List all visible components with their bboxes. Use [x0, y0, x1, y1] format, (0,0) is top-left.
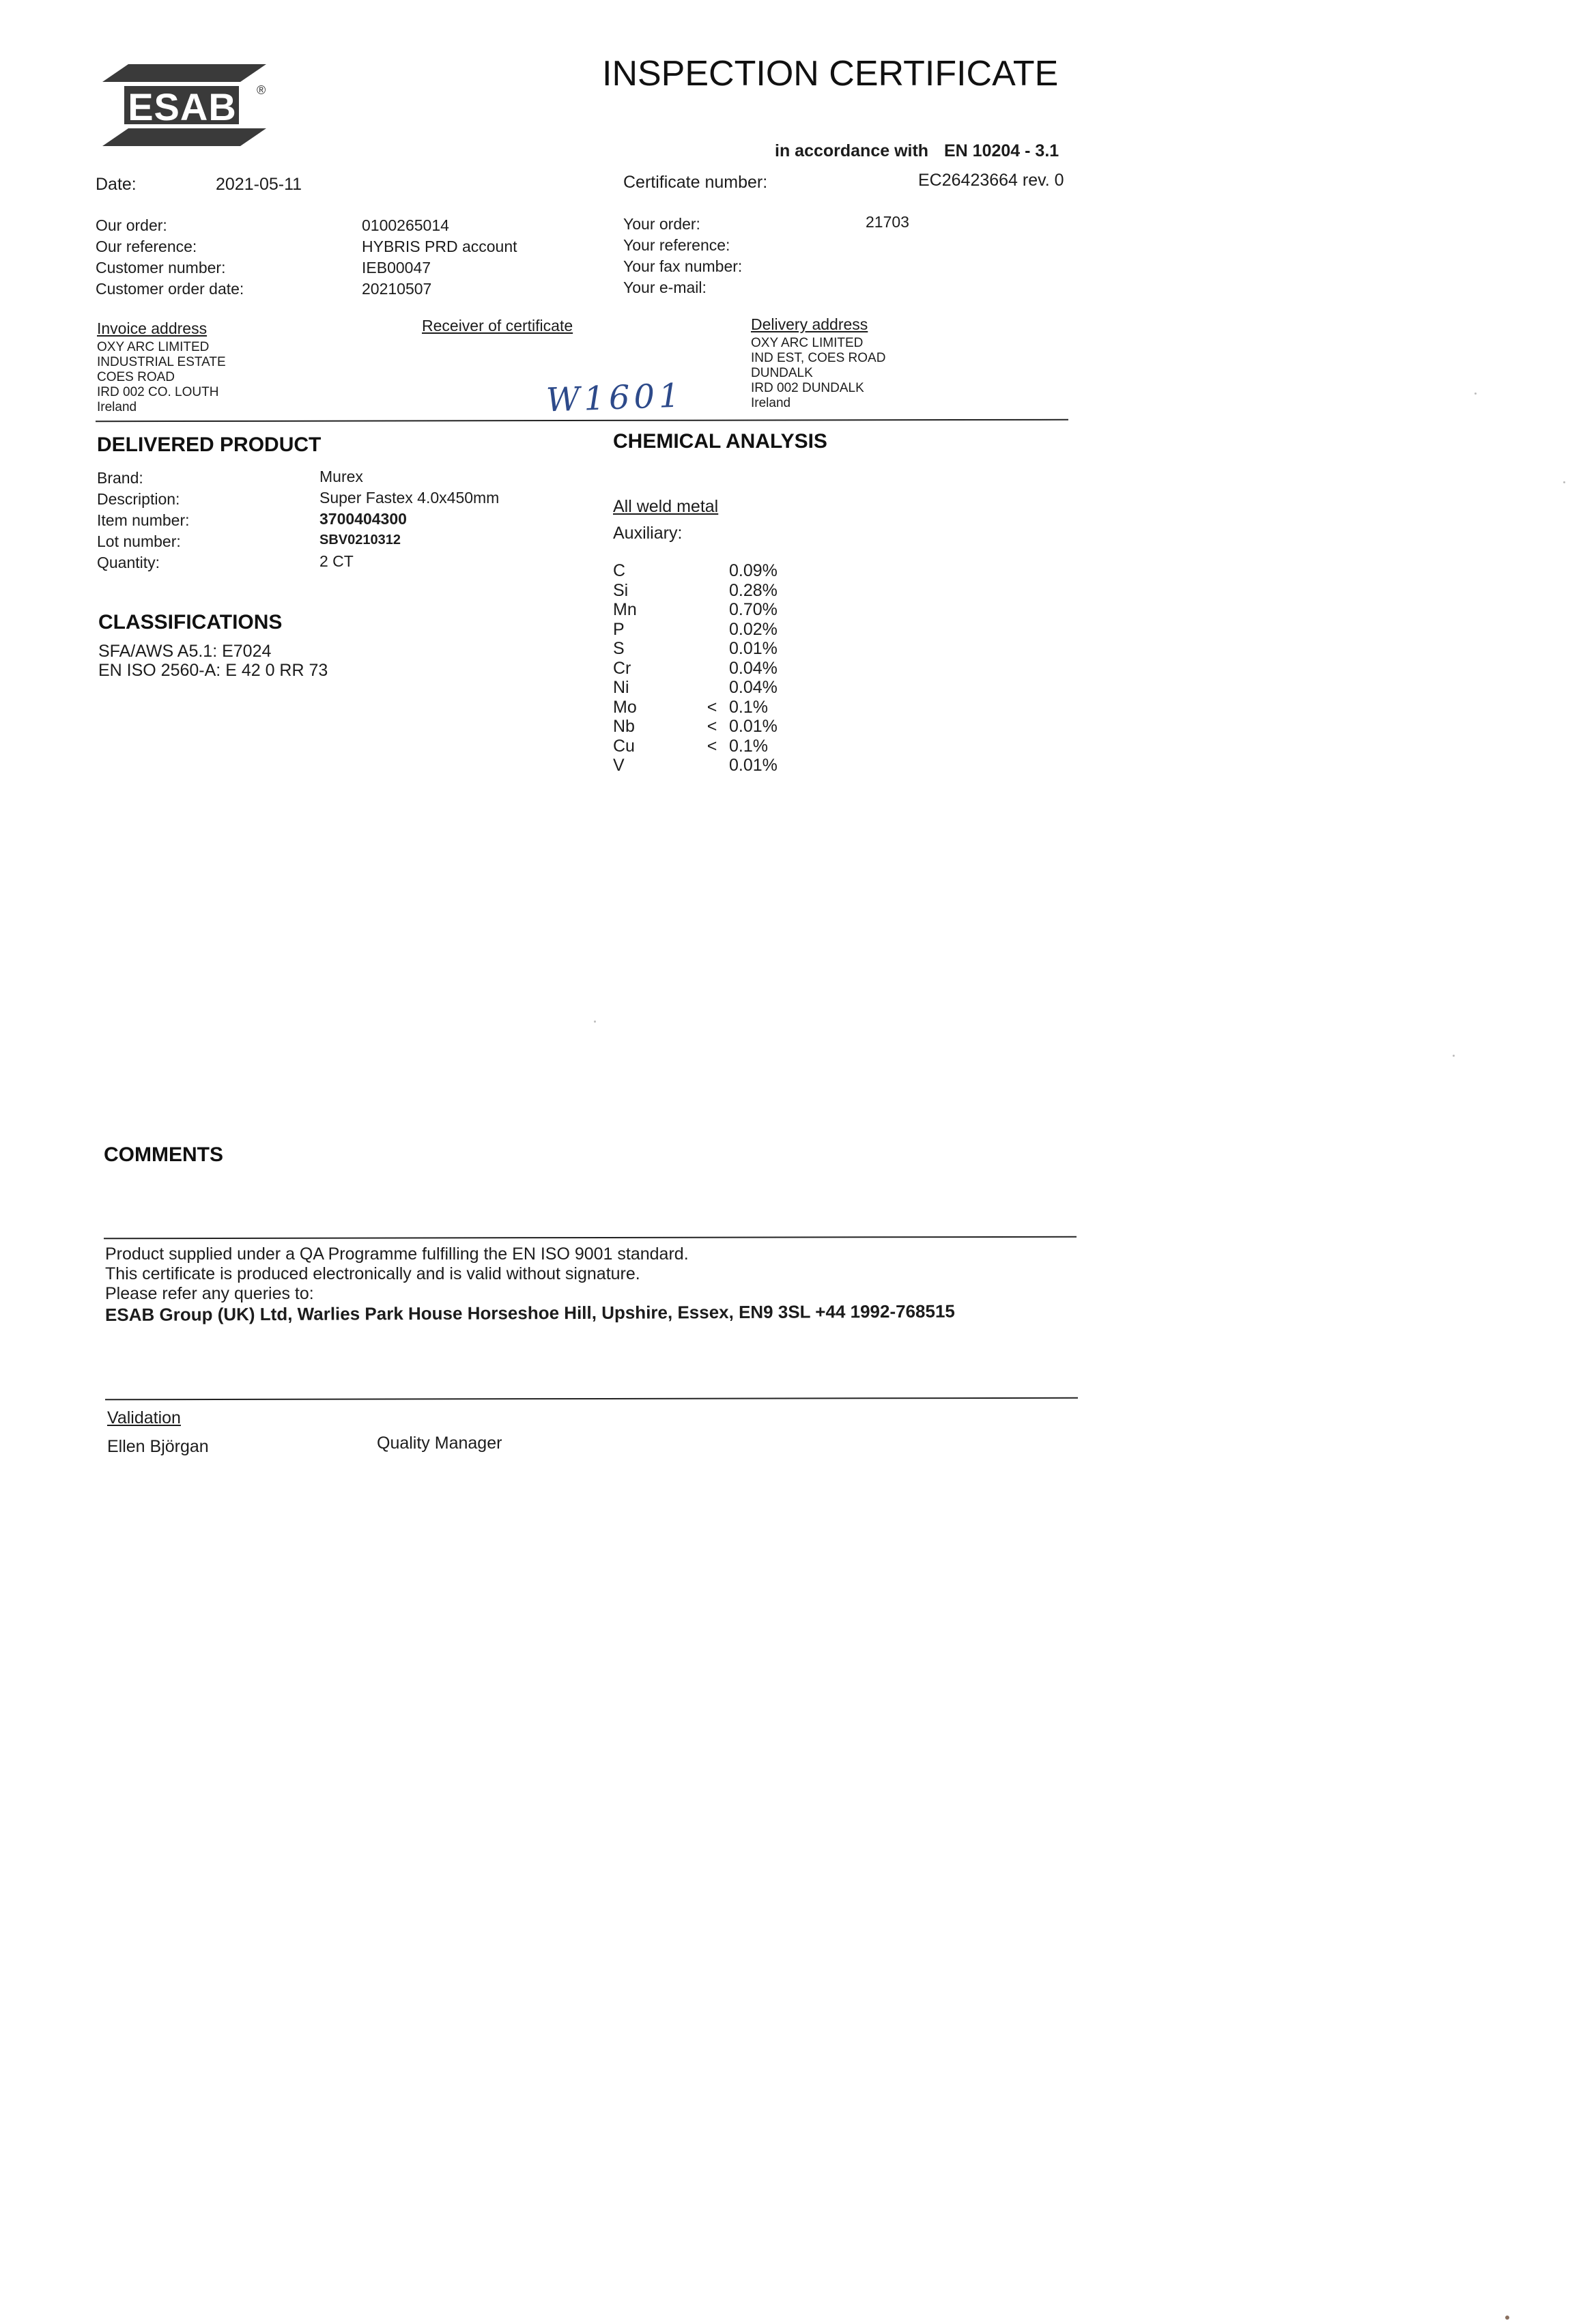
order-value: 20210507 — [362, 280, 432, 298]
product-label: Lot number: — [97, 532, 181, 550]
contact-line: ESAB Group (UK) Ltd, Warlies Park House Horseshoe Hill, Upshire, Essex, EN9 3SL +44 1992-768515 — [104, 1300, 955, 1325]
registered-mark: ® — [257, 83, 266, 97]
order-label: Our reference: — [96, 238, 197, 255]
element-row — [613, 581, 778, 601]
element-value: 0.04% — [729, 678, 778, 697]
product-values — [319, 466, 499, 572]
order-value: IEB00047 — [362, 259, 431, 276]
element-row — [613, 717, 778, 737]
element-symbol: Mn — [613, 600, 637, 619]
delivered-product-heading: DELIVERED PRODUCT — [97, 433, 322, 456]
element-value: 0.09% — [729, 561, 778, 580]
order-label: Customer number: — [96, 259, 226, 276]
address-line: IND EST, COES ROAD — [751, 351, 886, 365]
address-line: Ireland — [97, 400, 137, 414]
element-row — [613, 737, 778, 756]
auxiliary-label: Auxiliary: — [613, 524, 683, 543]
scan-speck — [1505, 2316, 1509, 2320]
our-order-values — [362, 215, 517, 300]
chemical-analysis-heading: CHEMICAL ANALYSIS — [613, 430, 827, 453]
address-line: DUNDALK — [751, 366, 813, 380]
address-line: INDUSTRIAL ESTATE — [97, 355, 226, 369]
element-value: 0.28% — [729, 580, 778, 600]
comment-line: This certificate is produced electronically and is valid without signature. — [105, 1264, 640, 1283]
address-line: IRD 002 DUNDALK — [751, 381, 864, 395]
all-weld-metal-label: All weld metal — [613, 497, 719, 516]
element-row — [613, 561, 778, 581]
validator-role: Quality Manager — [377, 1434, 502, 1453]
order-value: HYBRIS PRD account — [362, 238, 517, 255]
product-labels — [97, 468, 190, 573]
scan-speck — [1474, 393, 1477, 395]
element-value: 0.1% — [729, 697, 768, 717]
chemical-composition-table — [613, 561, 778, 775]
scan-speck — [1563, 481, 1565, 483]
invoice-address-title: Invoice address — [97, 319, 208, 337]
our-order-labels — [96, 215, 244, 300]
comment-line: Product supplied under a QA Programme fulfilling the EN ISO 9001 standard. — [105, 1244, 689, 1264]
element-symbol: C — [613, 561, 626, 580]
element-symbol: Cu — [613, 736, 635, 756]
comments-heading: COMMENTS — [104, 1143, 223, 1166]
validation-divider — [105, 1397, 1078, 1400]
element-symbol: V — [613, 756, 625, 775]
element-symbol: Ni — [613, 678, 629, 697]
order-label: Your e-mail: — [623, 279, 707, 296]
your-order-labels — [623, 214, 742, 298]
element-symbol: Cr — [613, 658, 631, 678]
accordance-label: in accordance with — [775, 141, 929, 160]
date-label: Date: — [96, 175, 137, 194]
invoice-address-lines — [97, 340, 226, 415]
scan-speck — [594, 1021, 596, 1023]
element-row — [613, 678, 778, 698]
classification-line: SFA/AWS A5.1: E7024 — [98, 642, 272, 661]
order-label: Our order: — [96, 216, 167, 234]
order-label: Your fax number: — [623, 257, 743, 275]
delivery-address-lines — [751, 336, 885, 411]
product-label: Item number: — [97, 511, 190, 529]
delivery-address-title: Delivery address — [751, 315, 868, 333]
element-relation: < — [707, 736, 717, 756]
element-value: 0.04% — [729, 658, 778, 678]
order-label: Your order: — [623, 215, 700, 233]
address-line: COES ROAD — [97, 370, 175, 384]
address-line: IRD 002 CO. LOUTH — [97, 385, 219, 399]
element-value: 0.70% — [729, 600, 778, 619]
classification-line: EN ISO 2560-A: E 42 0 RR 73 — [98, 661, 328, 680]
comments-divider — [104, 1236, 1077, 1239]
element-symbol: P — [613, 619, 625, 639]
order-value: 0100265014 — [362, 216, 449, 234]
address-line: OXY ARC LIMITED — [751, 336, 864, 350]
validator-name: Ellen Björgan — [107, 1437, 209, 1456]
logo-text: ESAB — [128, 85, 237, 128]
address-divider — [96, 419, 1068, 422]
element-value: 0.01% — [729, 756, 778, 775]
classifications-heading: CLASSIFICATIONS — [98, 611, 283, 633]
product-label: Description: — [97, 490, 180, 508]
element-value: 0.01% — [729, 717, 778, 736]
validation-heading: Validation — [107, 1408, 181, 1427]
receiver-of-certificate-title: Receiver of certificate — [422, 317, 573, 334]
comment-line: Please refer any queries to: — [105, 1284, 314, 1303]
element-row — [613, 600, 778, 620]
element-symbol: Si — [613, 580, 629, 600]
element-value: 0.1% — [729, 736, 768, 756]
element-value: 0.02% — [729, 619, 778, 639]
order-label: Your reference: — [623, 236, 730, 254]
standard-reference: EN 10204 - 3.1 — [944, 141, 1059, 160]
scan-speck — [1453, 1055, 1455, 1057]
element-row — [613, 756, 778, 775]
address-line: OXY ARC LIMITED — [97, 340, 210, 354]
element-row — [613, 620, 778, 640]
address-line: Ireland — [751, 396, 791, 410]
handwritten-note: W1601 — [545, 376, 685, 420]
element-row — [613, 698, 778, 717]
product-value: 2 CT — [319, 552, 354, 570]
order-label: Customer order date: — [96, 280, 244, 298]
page-title: INSPECTION CERTIFICATE — [602, 54, 1059, 94]
element-relation: < — [707, 697, 717, 717]
product-value: Murex — [319, 468, 363, 485]
certificate-number-value: EC26423664 rev. 0 — [918, 171, 1064, 190]
element-relation: < — [707, 717, 717, 736]
element-row — [613, 639, 778, 659]
your-order-values — [866, 212, 909, 233]
product-label: Quantity: — [97, 554, 160, 571]
element-symbol: S — [613, 639, 625, 658]
product-value: 3700404300 — [319, 510, 407, 528]
product-label: Brand: — [97, 469, 143, 487]
order-value: 21703 — [866, 213, 909, 231]
element-row — [613, 659, 778, 679]
element-symbol: Mo — [613, 697, 637, 717]
certificate-number-label: Certificate number: — [623, 173, 768, 192]
product-value: Super Fastex 4.0x450mm — [319, 489, 500, 507]
date-value: 2021-05-11 — [216, 175, 302, 194]
product-value: SBV0210312 — [319, 532, 401, 547]
element-symbol: Nb — [613, 717, 635, 736]
element-value: 0.01% — [729, 639, 778, 658]
esab-logo — [96, 59, 273, 151]
